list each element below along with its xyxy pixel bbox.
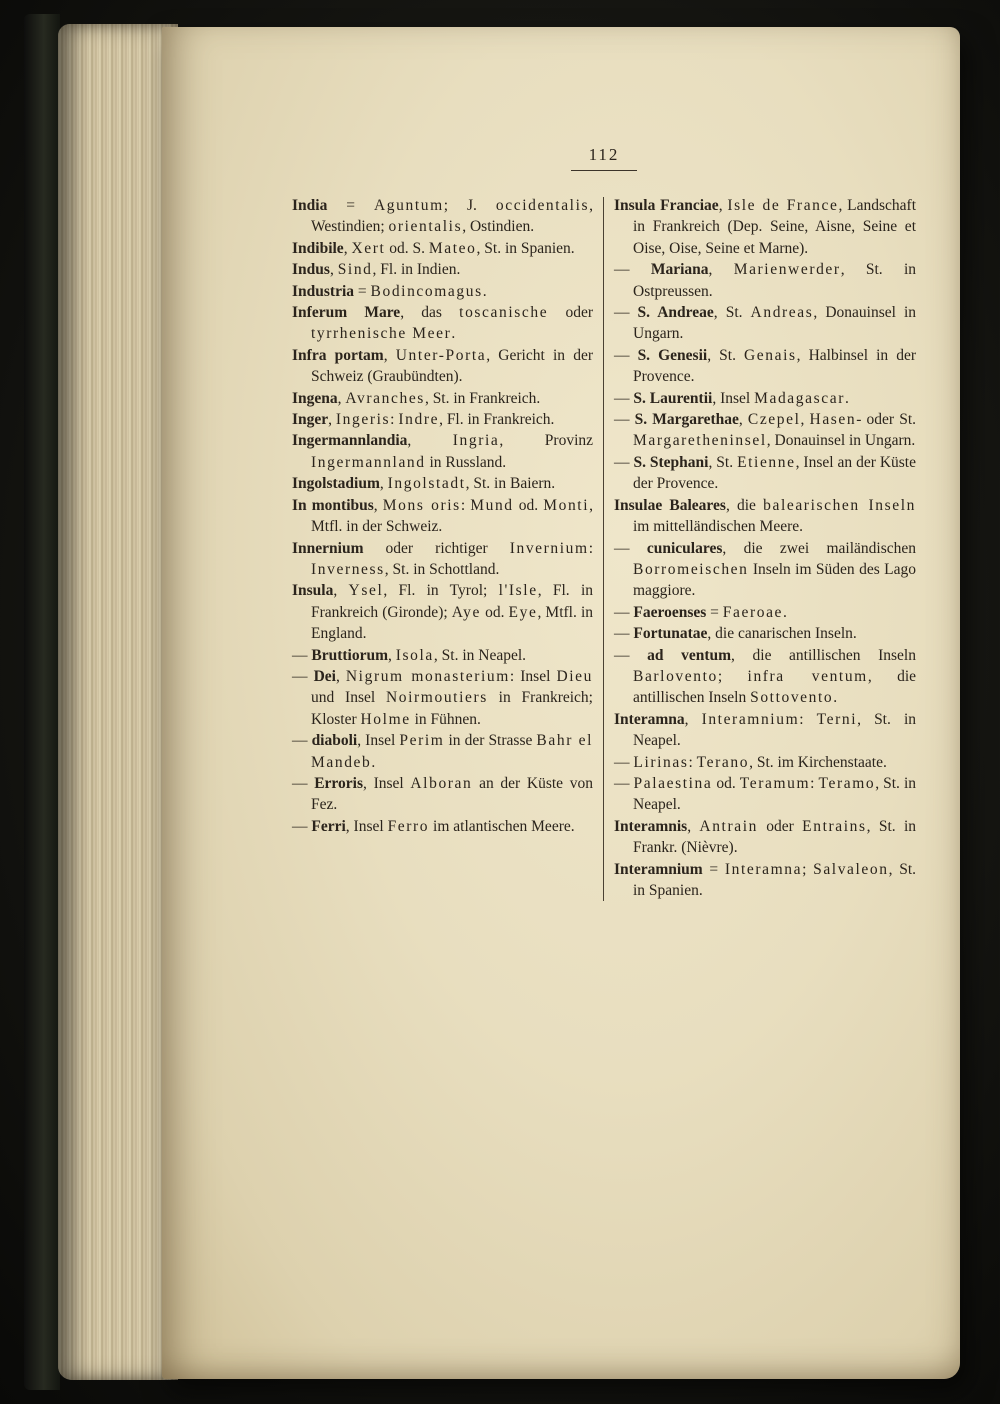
- dictionary-entry: — cuniculares, die zwei mailändischen Borromeischen Inseln im Süden des Lago maggiore.: [614, 539, 916, 600]
- entry-headword: Erroris: [314, 774, 363, 792]
- dictionary-entry: Interamnium = Interamna; Salvaleon, St. in Spanien.: [614, 860, 916, 899]
- dictionary-entry: Indus, Sind, Fl. in Indien.: [292, 261, 461, 279]
- dictionary-entry: — Mariana, Marienwerder, St. in Ostpreussen.: [614, 261, 917, 300]
- page-stack-edges: [58, 24, 178, 1380]
- dictionary-entry: — S. Laurentii, Insel Madagascar.: [614, 389, 849, 407]
- entry-headword: Indus: [292, 261, 330, 279]
- column-divider: [603, 197, 604, 901]
- dictionary-entry: Innernium oder richtiger Invernium: Inverness, St. in Schottland.: [292, 539, 593, 578]
- entry-headword: Ingermannlandia: [292, 432, 408, 450]
- dictionary-entry: Interamna, Interamnium: Terni, St. in Neapel.: [614, 710, 916, 750]
- dictionary-entry: Indibile, Xert od. S. Mateo, St. in Spanien.: [292, 239, 575, 257]
- entry-headword: diaboli: [311, 732, 358, 750]
- column-left: [292, 195, 593, 901]
- entry-headword: Interamnium: [614, 860, 703, 878]
- dictionary-entry: — Faeroenses = Faeroae.: [614, 603, 787, 621]
- entry-headword: India: [292, 197, 328, 214]
- entry-headword: S. Laurentii: [633, 389, 713, 407]
- entry-headword: Insulae Baleares: [614, 496, 726, 514]
- dictionary-entry: Ingolstadium, Ingolstadt, St. in Baiern.: [292, 475, 556, 493]
- entry-headword: S. Stephani: [633, 453, 709, 471]
- entry-headword: Inger: [292, 411, 329, 429]
- entry-headword: S. Andreae: [637, 304, 714, 322]
- dictionary-entry: In montibus, Mons oris: Mund od. Monti, Mtfl. in der Schweiz.: [292, 496, 593, 536]
- page-number: 112: [571, 145, 638, 171]
- column-right: [614, 195, 916, 901]
- dictionary-entry: Ingermannlandia, Ingria, Provinz Ingermannland in Russland.: [292, 432, 593, 471]
- entry-headword: Infra portam: [292, 346, 384, 364]
- book-page: [162, 27, 960, 1379]
- entry-headword: Ferri: [311, 817, 346, 835]
- entry-headword: Mariana: [650, 261, 709, 279]
- dictionary-entry: — Ferri, Insel Ferro im atlantischen Meere.: [292, 817, 575, 835]
- dictionary-entry: — S. Genesii, St. Genais, Halbinsel in der Provence.: [614, 346, 916, 386]
- dictionary-entry: Industria = Bodincomagus.: [292, 282, 487, 300]
- dictionary-entry: — Palaestina od. Teramum: Teramo, St. in Neapel.: [614, 774, 917, 814]
- text-columns: [292, 195, 916, 901]
- entry-headword: In montibus: [292, 496, 374, 514]
- entry-headword: S. Margarethae: [634, 411, 739, 429]
- dictionary-entry: Ingena, Avranches, St. in Frankreich.: [292, 389, 541, 407]
- entry-headword: Innernium: [292, 539, 364, 557]
- entry-headword: Indibile: [292, 239, 344, 257]
- page-content: [162, 27, 960, 901]
- entry-headword: Interamna: [614, 710, 685, 728]
- entry-headword: Dei: [313, 667, 336, 685]
- entry-headword: Faeroenses: [633, 603, 707, 621]
- entry-headword: Ingena: [292, 389, 338, 407]
- dictionary-entry: — Bruttiorum, Isola, St. in Neapel.: [292, 646, 527, 664]
- dictionary-entry: — S. Margarethae, Czepel, Hasen- oder St. Margaretheninsel, Donauinsel in Ungarn.: [614, 411, 917, 450]
- dictionary-entry: Insulae Baleares, die balearischen Inseln im mittelländischen Meere.: [614, 496, 917, 536]
- entry-headword: Insula: [292, 582, 334, 600]
- dictionary-entry: Insula, Ysel, Fl. in Tyrol; l'Isle, Fl. in Frankreich (Gironde); Aye od. Eye, Mtfl. in England.: [292, 582, 594, 643]
- dictionary-entry: India = Aguntum; J. occidentalis, Westindien; orientalis, Ostindien.: [292, 197, 593, 236]
- entry-headword: Inferum Mare: [292, 304, 401, 322]
- dictionary-entry: Interamnis, Antrain oder Entrains, St. in Frankr. (Nièvre).: [614, 817, 917, 857]
- book-cover-edge: [24, 14, 60, 1390]
- dictionary-entry: — S. Andreae, St. Andreas, Donauinsel in Ungarn.: [614, 304, 917, 343]
- dictionary-entry: — S. Stephani, St. Etienne, Insel an der Küste der Provence.: [614, 453, 916, 493]
- dictionary-entry: — Lirinas: Terano, St. im Kirchenstaate.: [614, 753, 887, 771]
- dictionary-entry: — diaboli, Insel Perim in der Strasse Bahr el Mandeb.: [292, 732, 593, 771]
- entry-headword: Fortunatae: [633, 625, 708, 643]
- dictionary-entry: Insula Franciae, Isle de France, Landschaft in Frankreich (Dep. Seine, Aisne, Seine et Oise, Oise, Seine et Marne).: [614, 197, 916, 257]
- entry-headword: Industria: [292, 282, 355, 300]
- entry-headword: cuniculares: [646, 539, 723, 557]
- entry-headword: Insula Franciae: [614, 197, 719, 214]
- dictionary-entry: Inferum Mare, das toscanische oder tyrrhenische Meer.: [292, 304, 593, 343]
- entry-headword: Interamnis: [614, 817, 688, 835]
- entry-headword: Ingolstadium: [292, 475, 380, 493]
- entry-headword: Bruttiorum: [311, 646, 389, 664]
- dictionary-entry: — Fortunatae, die canarischen Inseln.: [614, 625, 857, 643]
- entry-headword: ad ventum: [647, 646, 732, 664]
- dictionary-entry: — ad ventum, die antillischen Inseln Barlovento; infra ventum, die antillischen Inseln Sottovento.: [614, 646, 917, 707]
- dictionary-entry: Infra portam, Unter-Porta, Gericht in der Schweiz (Graubündten).: [292, 346, 593, 386]
- entry-headword: S. Genesii: [637, 346, 708, 364]
- dictionary-entry: — Erroris, Insel Alboran an der Küste von Fez.: [292, 774, 593, 814]
- dictionary-entry: — Dei, Nigrum monasterium: Insel Dieu und Insel Noirmoutiers in Frankreich; Kloster Holme in Fühnen.: [292, 667, 593, 728]
- dictionary-entry: Inger, Ingeris: Indre, Fl. in Frankreich.: [292, 411, 555, 429]
